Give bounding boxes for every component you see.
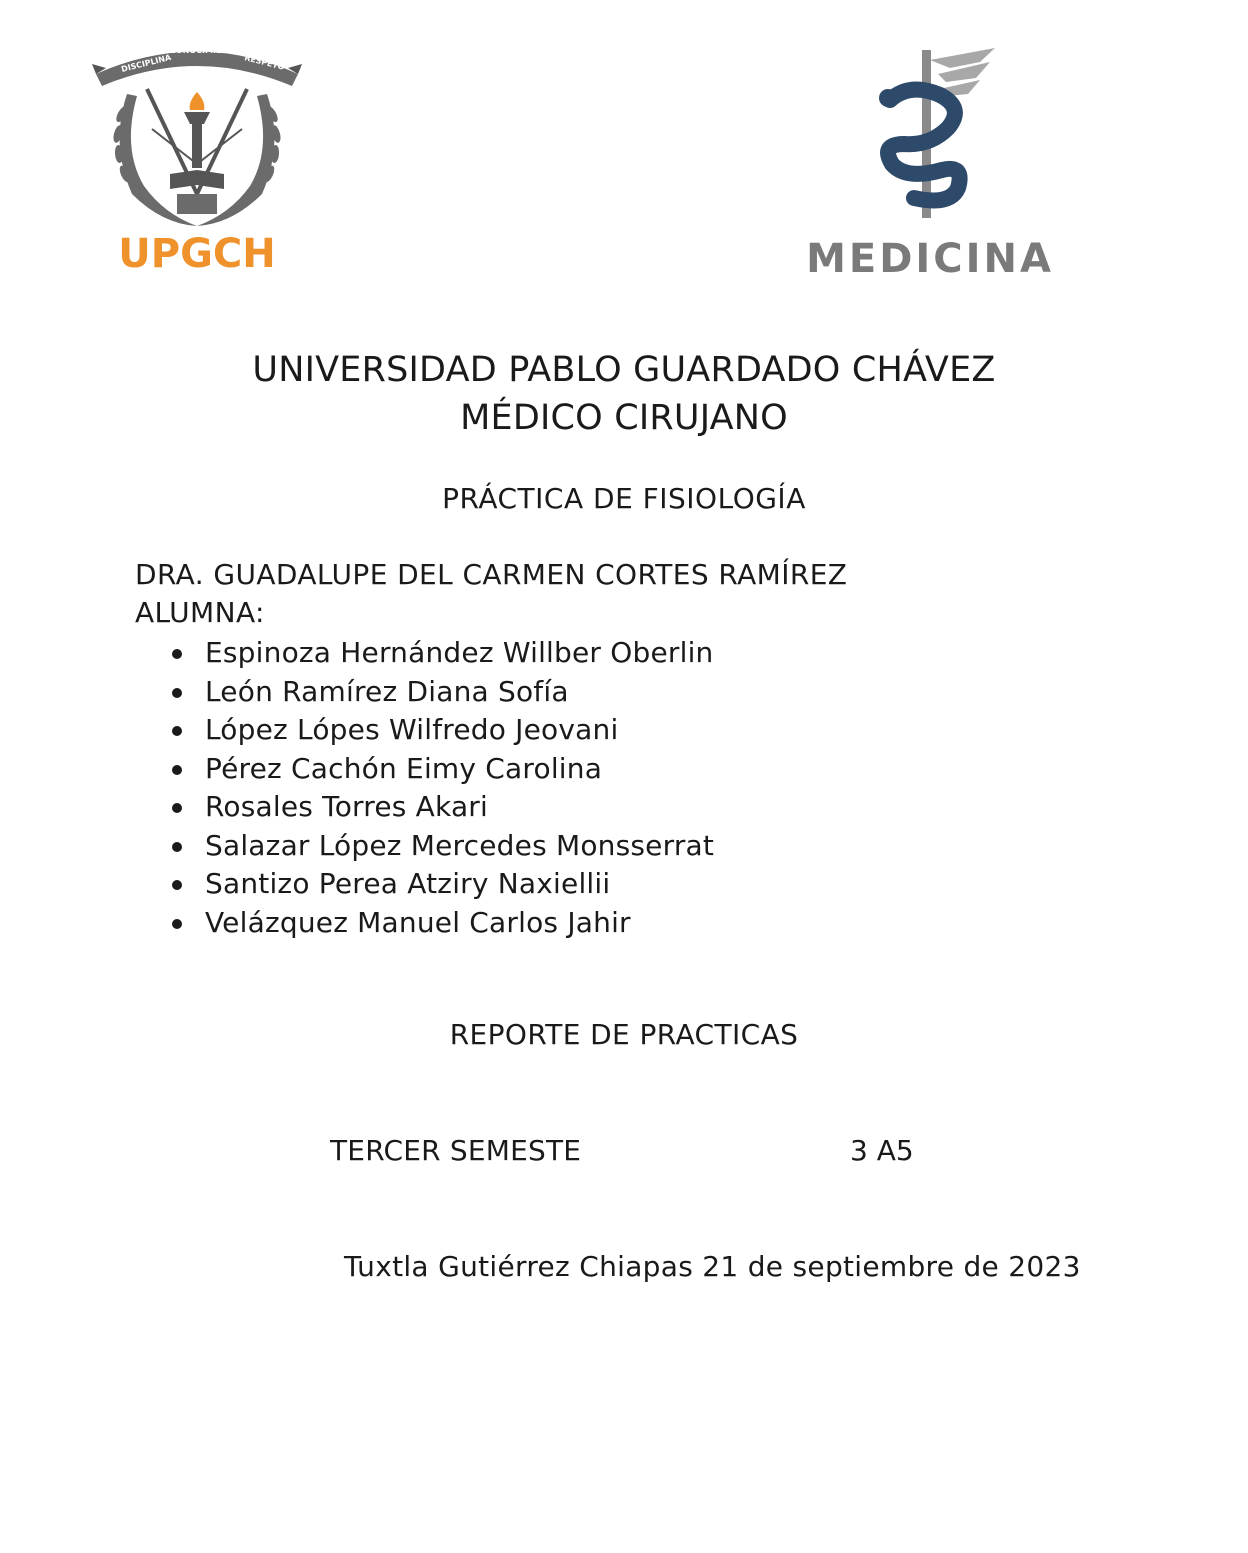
place-date: Tuxtla Gutiérrez Chiapas 21 de septiembre de 2023 bbox=[344, 1250, 1081, 1283]
practice-title: PRÁCTICA DE FISIOLOGÍA bbox=[442, 482, 806, 515]
list-item bbox=[168, 634, 714, 673]
student-name: Pérez Cachón Eimy Carolina bbox=[205, 751, 603, 785]
student-name: Velázquez Manuel Carlos Jahir bbox=[205, 905, 631, 939]
semester-label: TERCER SEMESTE bbox=[330, 1134, 582, 1167]
students-label: ALUMNA: bbox=[135, 596, 265, 629]
bullet-icon bbox=[172, 726, 182, 736]
list-item bbox=[168, 750, 714, 789]
svg-text:UPGCH: UPGCH bbox=[118, 231, 276, 277]
svg-text:RESPETO: RESPETO bbox=[243, 53, 286, 72]
teacher-name: DRA. GUADALUPE DEL CARMEN CORTES RAMÍREZ bbox=[135, 558, 848, 591]
svg-text:CONOCIMIENTO: CONOCIMIENTO bbox=[170, 46, 241, 55]
career-name: MÉDICO CIRUJANO bbox=[460, 398, 788, 438]
medicina-logo bbox=[806, 40, 1054, 282]
student-name: Rosales Torres Akari bbox=[205, 790, 489, 823]
bullet-icon bbox=[172, 803, 182, 813]
students-list bbox=[168, 634, 714, 942]
student-name: López Lópes Wilfredo Jeovani bbox=[205, 713, 619, 746]
group-label: 3 A5 bbox=[850, 1134, 914, 1167]
report-title: REPORTE DE PRACTICAS bbox=[449, 1018, 799, 1051]
bullet-icon bbox=[172, 688, 182, 698]
student-name: Salazar López Mercedes Monsserrat bbox=[205, 828, 715, 862]
bullet-icon bbox=[172, 919, 182, 929]
bullet-icon bbox=[172, 649, 182, 659]
list-item bbox=[168, 673, 714, 712]
student-name: Espinoza Hernández Willber Oberlin bbox=[205, 636, 714, 669]
bullet-icon bbox=[172, 765, 182, 775]
upgch-logo bbox=[92, 34, 302, 279]
student-name: Santizo Perea Atziry Naxiellii bbox=[205, 867, 611, 900]
university-name: UNIVERSIDAD PABLO GUARDADO CHÁVEZ bbox=[252, 350, 996, 390]
bullet-icon bbox=[172, 842, 182, 852]
bullet-icon bbox=[172, 880, 182, 890]
list-item bbox=[168, 711, 714, 750]
student-name: León Ramírez Diana Sofía bbox=[205, 674, 569, 708]
svg-text:MEDICINA: MEDICINA bbox=[806, 236, 1054, 282]
list-item bbox=[168, 827, 714, 866]
list-item bbox=[168, 904, 714, 943]
list-item bbox=[168, 865, 714, 904]
svg-text:DISCIPLINA: DISCIPLINA bbox=[120, 52, 173, 74]
list-item bbox=[168, 788, 714, 827]
